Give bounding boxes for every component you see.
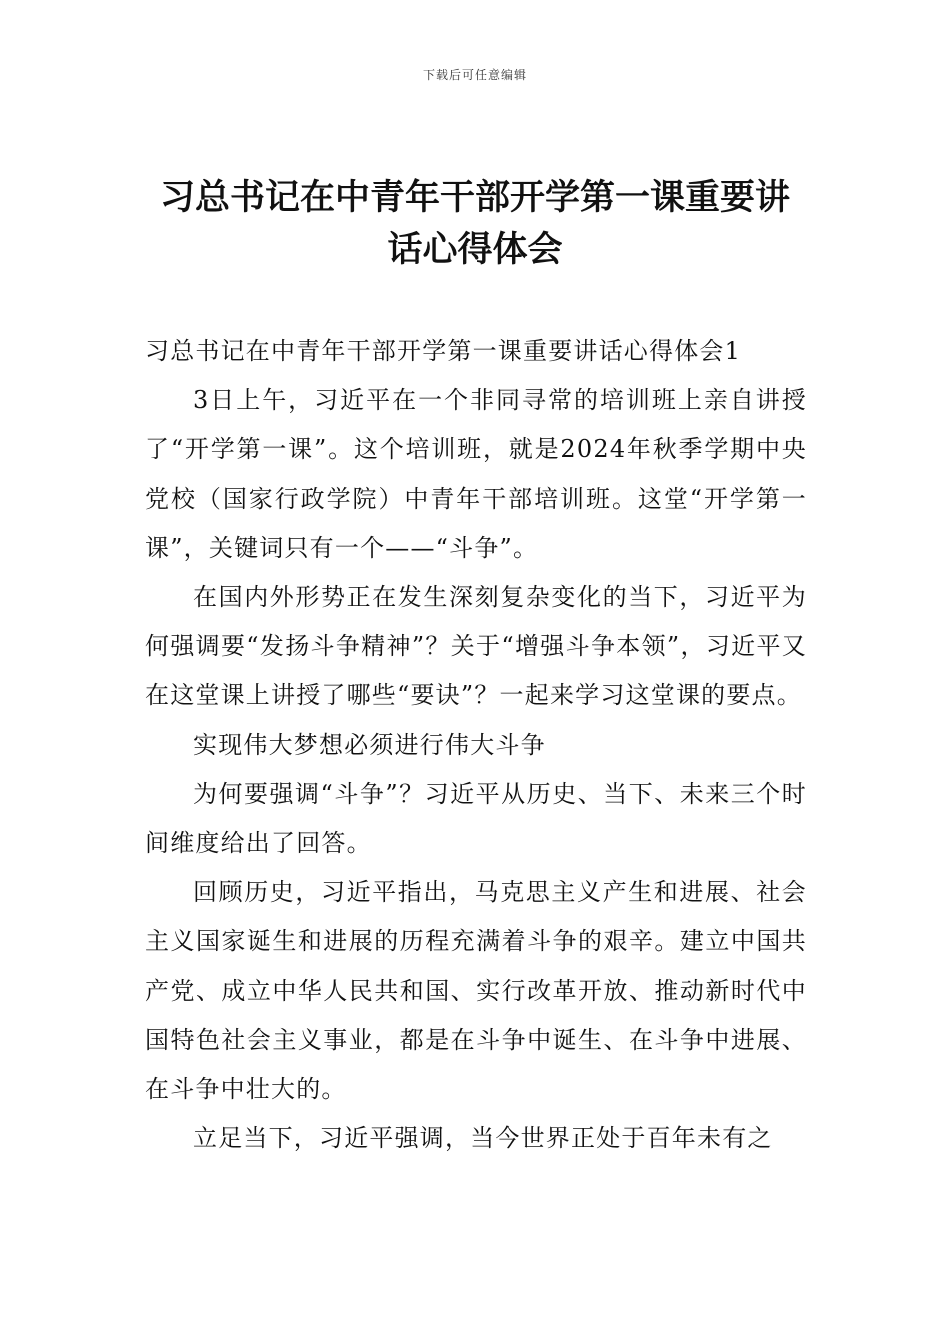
paragraph: 在国内外形势正在发生深刻复杂变化的当下，习近平为何强调要“发扬斗争精神”？关于“增强斗争本领”，习近平又在这堂课上讲授了哪些“要诀”？一起来学习这堂课的要点。 (145, 583, 807, 710)
document-body (145, 327, 807, 1163)
paragraph: 回顾历史，习近平指出，马克思主义产生和进展、社会主义国家诞生和进展的历程充满着斗争的艰辛。建立中国共产党、成立中华人民共和国、实行改革开放、推动新时代中国特色社会主义事业，都是在斗争中诞生、在斗争中进展、在斗争中壮大的。 (145, 878, 807, 1104)
section-heading: 习总书记在中青年干部开学第一课重要讲话心得体会1 (145, 337, 742, 365)
header-note: 下载后可任意编辑 (422, 68, 527, 82)
paragraph: 为何要强调“斗争”？习近平从历史、当下、未来三个时间维度给出了回答。 (145, 779, 807, 858)
paragraph: 立足当下，习近平强调，当今世界正处于百年未有之 (193, 1124, 773, 1153)
paragraph: 3日上午，习近平在一个非同寻常的培训班上亲自讲授了“开学第一课”。这个培训班，就是2024年秋季学期中央党校（国家行政学院）中青年干部培训班。这堂“开学第一课”，关键词只有一个——“斗争”。 (145, 386, 807, 562)
paragraph-heading: 实现伟大梦想必须进行伟大斗争 (193, 730, 546, 759)
document-title: 习总书记在中青年干部开学第一课重要讲话心得体会 (159, 178, 790, 270)
